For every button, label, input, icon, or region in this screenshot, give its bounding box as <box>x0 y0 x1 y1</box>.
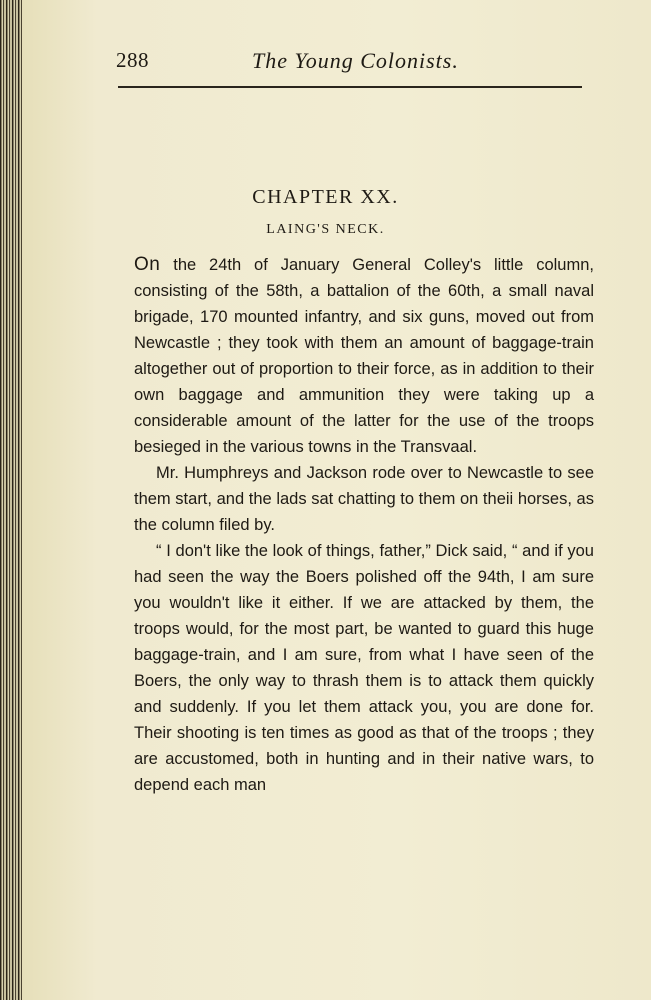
book-spine-edge <box>0 0 22 1000</box>
page-header <box>116 44 578 80</box>
chapter-subtitle: LAING'S NECK. <box>266 222 385 237</box>
paragraph-3: “ I don't like the look of things, father,” Dick said, “ and if you had seen the way the Boers polished off the 94th, I am sure you wouldn't like it either. If we are attacked by them, the troops would, for the most part, be wanted to guard this huge baggage-train, and I am sure, from what I have seen of the Boers, the only way to thrash them is to attack them quickly and suddenly. If you let them attack you, you are done for. Their shooting is ten times as good as that of the troops ; they are accustomed, both in hunting and in their native wars, to depend each man <box>134 542 594 794</box>
chapter-title: CHAPTER XX. <box>252 186 399 208</box>
page-number: 288 <box>116 48 149 72</box>
opening-word: On <box>134 254 161 275</box>
paragraph-1-text: the 24th of January General Colley's little column, consisting of the 58th, a battalion of the 60th, a small naval brigade, 170 mounted infantry, and six guns, moved out from Newcastle ; they took with them an amount of baggage-train altogether out of proportion to their force, as in addition to their own baggage and ammunition they were taking up a considerable amount of the latter for the use of the troops besieged in the various towns in the Transvaal. <box>134 256 594 456</box>
running-title: The Young Colonists. <box>252 48 459 73</box>
header-divider <box>118 86 582 88</box>
paragraph-1 <box>134 252 594 460</box>
body-text <box>134 252 594 798</box>
paragraph-2: Mr. Humphreys and Jackson rode over to Newcastle to see them start, and the lads sat chatting to them on theii horses, as the column filed by. <box>134 464 594 534</box>
